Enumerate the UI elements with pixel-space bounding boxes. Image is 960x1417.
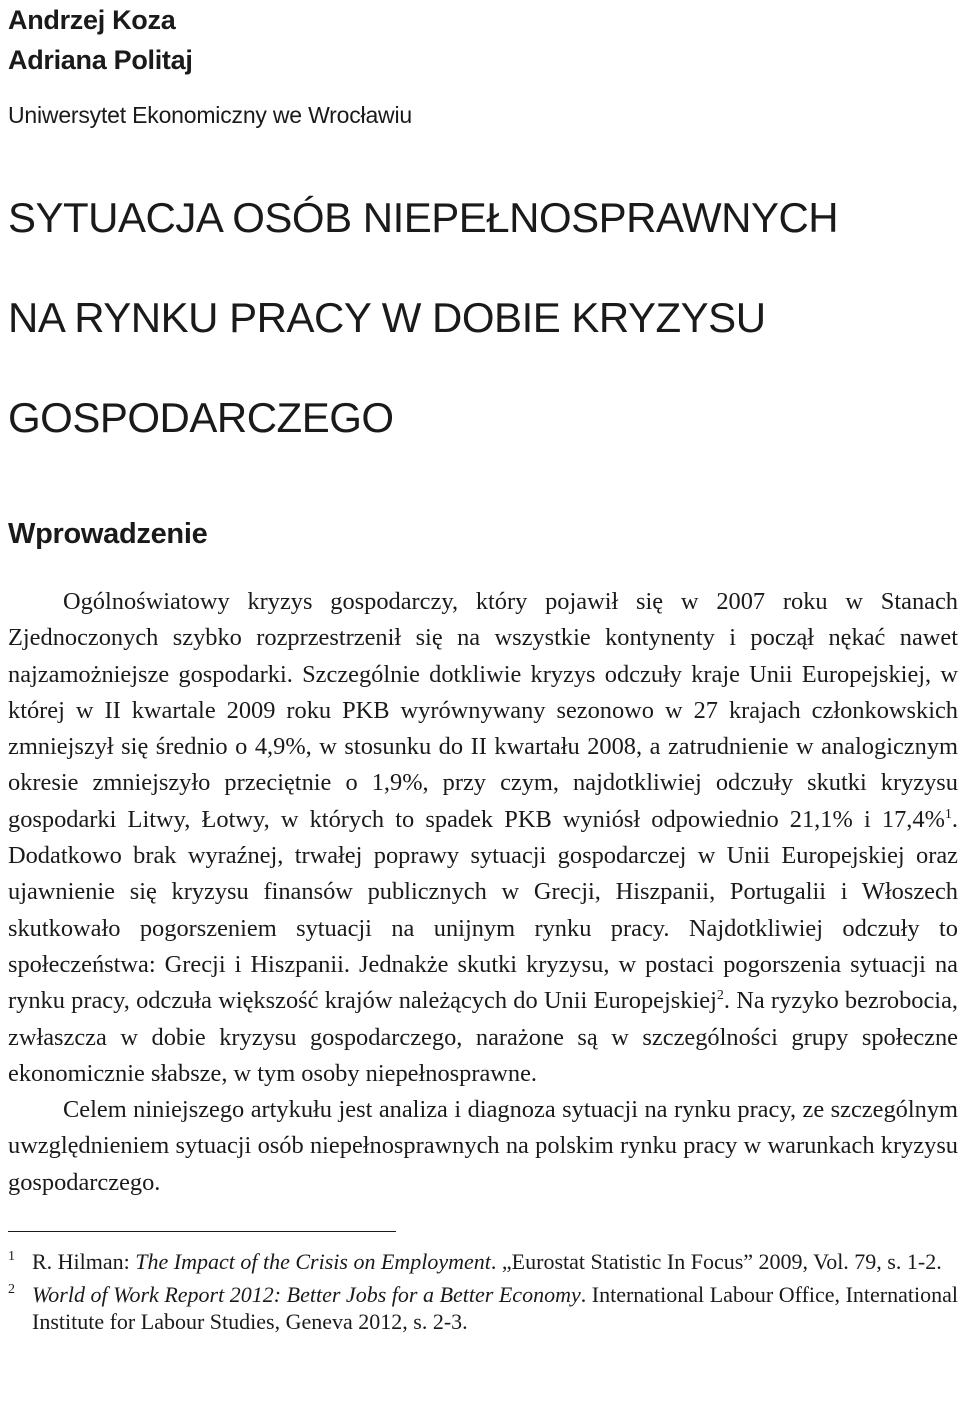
footnote-author: R. Hilman: (32, 1249, 136, 1275)
footnote-ref[interactable]: 1 (944, 806, 952, 822)
paragraph-text: . Na ryzyko bezrobocia, zwłaszcza w dobie kryzysu gospodarczego, narażone są w szczególności grupy społeczne ekonomicznie słabsze, w tym osoby niepełnosprawne. (8, 987, 958, 1087)
article-page (8, 0, 958, 1341)
footnote (8, 1248, 958, 1275)
section-heading: Wprowadzenie (8, 518, 208, 550)
footnote-work-title: World of Work Report 2012: Better Jobs for a Better Economy (32, 1282, 581, 1308)
paragraph: Celem niniejszego artykułu jest analiza i diagnoza sytuacji na rynku pracy, ze szczególnym uwzględnieniem sytuacji osób niepełnosprawnych na polskim rynku pracy w warunkach kryzysu gospodarczego. (8, 1096, 958, 1196)
footnote-divider (8, 1231, 396, 1232)
footnote (8, 1281, 958, 1335)
authors-block (8, 0, 958, 80)
paragraph (8, 584, 958, 1092)
title-line: SYTUACJA OSÓB NIEPEŁNOSPRAWNYCH (8, 194, 839, 241)
footnote-number: 2 (8, 1282, 15, 1298)
body-text (8, 584, 958, 1201)
paragraph-text: Ogólnoświatowy kryzys gospodarczy, który pojawił się w 2007 roku w Stanach Zjednoczonych szybko rozprzestrzenił się na wszystkie kontynenty i począł nękać nawet najzamożniejsze gospodarki. Szczególnie dotkliwie kryzys odczuły kraje Unii Europejskiej, w której w II kwartale 2009 roku PKB wyrównywany sezonowo w 27 krajach członkowskich zmniejszył się średnio o 4,9%, w stosunku do II kwartału 2008, a zatrudnienie w analogicznym okresie zmniejszyło przeciętnie o 1,9%, przy czym, najdotkliwiej odczuły skutki kryzysu gospodarki Litwy, Łotwy, w których to spadek PKB wyniósł odpowiednio 21,1% i 17,4% (8, 588, 958, 833)
footnote-work-title: The Impact of the Crisis on Employment (135, 1249, 491, 1275)
title-line: GOSPODARCZEGO (8, 394, 394, 441)
footnote-number: 1 (8, 1249, 15, 1265)
title-line: NA RYNKU PRACY W DOBIE KRYZYSU (8, 294, 766, 341)
footnote-source: . International Labour Office, International Institute for Labour Studies, Geneva 2012, s. 2-3. (32, 1282, 958, 1335)
footnote-text (32, 1248, 958, 1275)
author-name: Andrzej Koza (8, 5, 176, 35)
author-name: Adriana Politaj (8, 45, 193, 75)
affiliation: Uniwersytet Ekonomiczny we Wrocławiu (8, 102, 412, 128)
footnote-source: . „Eurostat Statistic In Focus” 2009, Vol. 79, s. 1-2. (490, 1249, 942, 1275)
paragraph-text: . Dodatkowo brak wyraźnej, trwałej poprawy sytuacji gospodarczej w Unii Europejskiej oraz ujawnienie się kryzysu finansów publicznych w Grecji, Hiszpanii, Portugalii i Włoszech skutkowało pogorszeniem sytuacji na unijnym rynku pracy. Najdotkliwiej odczuły to społeczeństwa: Grecji i Hiszpanii. Jednakże skutki kryzysu, w postaci pogorszenia sytuacji na rynku pracy, odczuła większość krajów należących do Unii Europejskiej (8, 805, 958, 1015)
footnote-ref[interactable]: 2 (716, 988, 724, 1004)
footnote-text (32, 1281, 958, 1335)
footnotes (8, 1248, 958, 1335)
article-title (8, 168, 958, 468)
